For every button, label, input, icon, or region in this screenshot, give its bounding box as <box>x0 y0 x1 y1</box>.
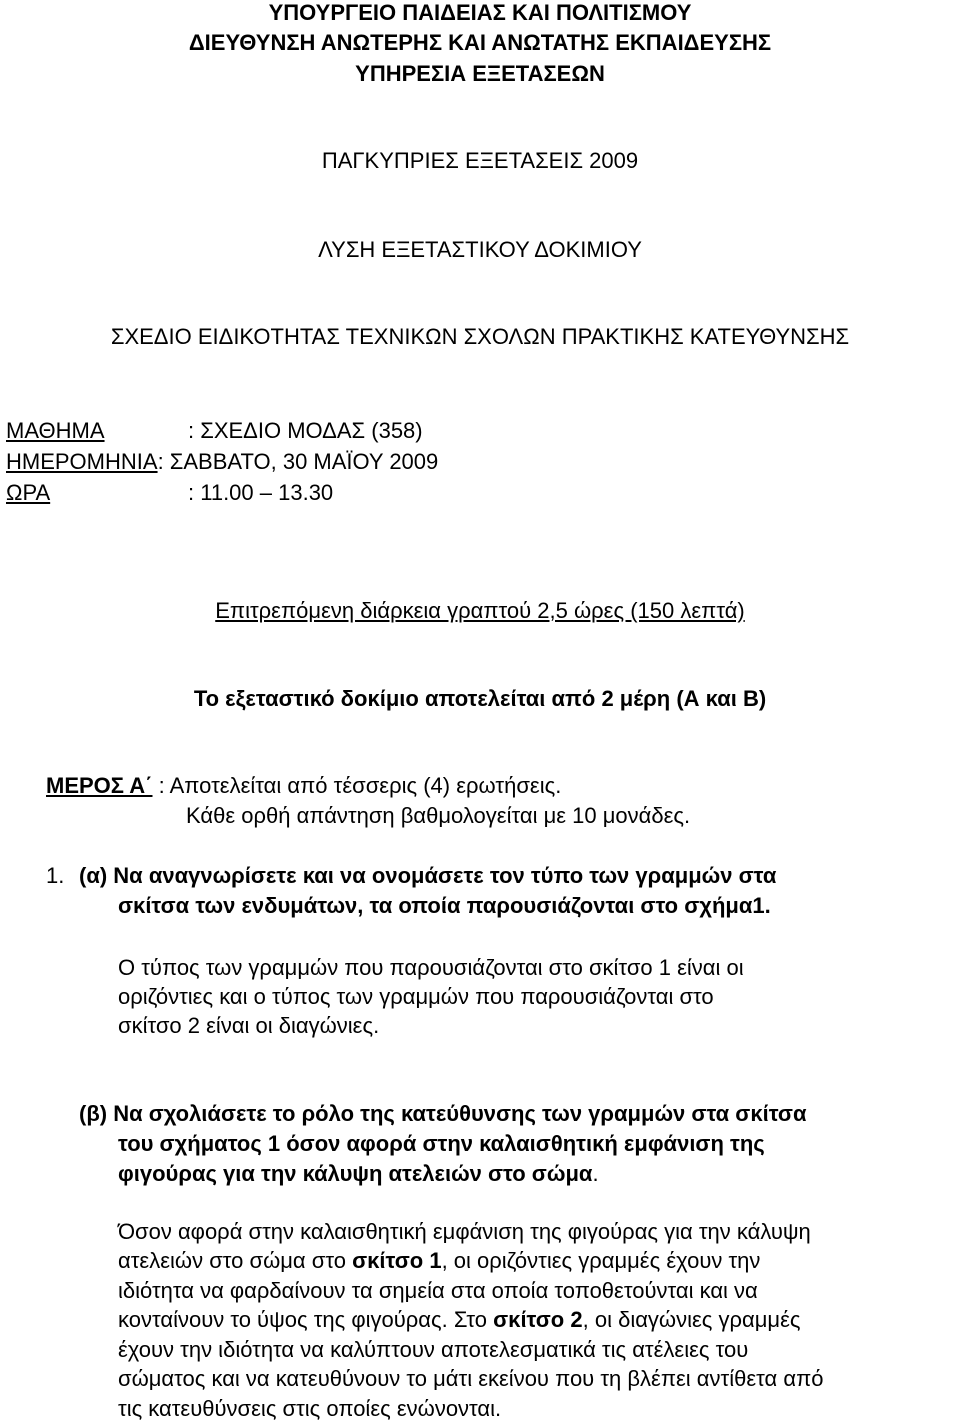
subject-value: : ΣΧΕΔΙΟ ΜΟΔΑΣ (358) <box>188 418 423 443</box>
question-a-line1: (α) Να αναγνωρίσετε και να ονομάσετε τον τύπο των γραμμών στα <box>79 863 777 888</box>
question-number: 1. <box>46 863 65 888</box>
specialty-heading: ΣΧΕΔΙΟ ΕΙΔΙΚΟΤΗΤΑΣ ΤΕΧΝΙΚΩΝ ΣΧΟΛΩΝ ΠΡΑΚΤΙΚΗΣ ΚΑΤΕΥΘΥΝΣΗΣ <box>110 324 850 349</box>
answer-b-line2-pre: ατελειών στο σώμα στο <box>118 1248 353 1273</box>
question-b-line3 <box>118 1161 599 1187</box>
exams-heading: ΠΑΓΚΥΠΡΙΕΣ ΕΞΕΤΑΣΕΙΣ 2009 <box>321 148 639 173</box>
answer-b-line6: σώματος και να κατευθύνουν το μάτι εκείνου που τη βλέπει αντίθετα από <box>118 1366 824 1391</box>
date-label: ΗΜΕΡΟΜΗΝΙΑ <box>6 449 158 474</box>
time-value: : 11.00 – 13.30 <box>188 480 334 505</box>
date-row <box>6 449 438 475</box>
sketch-2-ref: σκίτσο 2 <box>493 1307 583 1332</box>
section-a-desc: : Αποτελείται από τέσσερις (4) ερωτήσεις. <box>158 773 562 798</box>
answer-a-line2: οριζόντιες και ο τύπος των γραμμών που παρουσιάζονται στο <box>118 984 714 1009</box>
ministry-heading: ΥΠΟΥΡΓΕΙΟ ΠΑΙΔΕΙΑΣ ΚΑΙ ΠΟΛΙΤΙΣΜΟΥ <box>268 0 692 25</box>
answer-b-line4-post: , οι διαγώνιες γραμμές <box>582 1307 801 1332</box>
section-a-row <box>46 773 561 799</box>
question-b-line2: του σχήματος 1 όσον αφορά στην καλαισθητική εμφάνιση της <box>118 1131 765 1156</box>
subject-row <box>6 418 423 444</box>
answer-b-line4 <box>118 1307 801 1333</box>
duration-note: Επιτρεπόμενη διάρκεια γραπτού 2,5 ώρες (150 λεπτά) <box>215 598 745 623</box>
question-b-line1: (β) Να σχολιάσετε το ρόλο της κατεύθυνσης των γραμμών στα σκίτσα <box>79 1101 807 1126</box>
answer-a-line3: σκίτσο 2 είναι οι διαγώνιες. <box>118 1013 380 1038</box>
answer-b-line7: τις κατευθύνσεις στις οποίες ενώνονται. <box>118 1396 502 1421</box>
question-a-line2: σκίτσα των ενδυμάτων, τα οποία παρουσιάζονται στο σχήμα1. <box>118 893 771 918</box>
question-b-line3-period: . <box>592 1161 599 1186</box>
answer-b-line2 <box>118 1248 760 1274</box>
section-a-label: ΜΕΡΟΣ Α΄ <box>46 773 153 798</box>
answer-b-line5: έχουν την ιδιότητα να καλύπτουν αποτελεσματικά τις ατέλειες του <box>118 1337 749 1362</box>
answer-b-line2-post: , οι οριζόντιες γραμμές έχουν την <box>441 1248 761 1273</box>
time-label: ΩΡΑ <box>6 480 51 505</box>
directorate-heading: ΔΙΕΥΘΥΝΣΗ ΑΝΩΤΕΡΗΣ ΚΑΙ ΑΝΩΤΑΤΗΣ ΕΚΠΑΙΔΕΥΣΗΣ <box>188 30 772 55</box>
date-value: : ΣΑΒΒΑΤΟ, 30 ΜΑΪΟΥ 2009 <box>157 449 439 474</box>
sketch-1-ref: σκίτσο 1 <box>352 1248 442 1273</box>
answer-b-line4-pre: κονταίνουν το ύψος της φιγούρας. Στο <box>118 1307 494 1332</box>
parts-note: Το εξεταστικό δοκίμιο αποτελείται από 2 μέρη (Α και Β) <box>193 686 767 711</box>
time-row <box>6 480 333 506</box>
answer-b-line1: Όσον αφορά στην καλαισθητική εμφάνιση της φιγούρας για την κάλυψη <box>118 1219 811 1244</box>
question-b-line3-text: φιγούρας για την κάλυψη ατελειών στο σώμα <box>118 1161 593 1186</box>
document-title: ΛΥΣΗ ΕΞΕΤΑΣΤΙΚΟΥ ΔΟΚΙΜΙΟΥ <box>318 237 642 262</box>
answer-a-line1: Ο τύπος των γραμμών που παρουσιάζονται στο σκίτσο 1 είναι οι <box>118 955 744 980</box>
subject-label: ΜΑΘΗΜΑ <box>6 418 105 443</box>
answer-b-line3: ιδιότητα να φαρδαίνουν τα σημεία στα οποία τοποθετούνται και να <box>118 1278 758 1303</box>
service-heading: ΥΠΗΡΕΣΙΑ ΕΞΕΤΑΣΕΩΝ <box>355 61 605 86</box>
section-a-marks: Κάθε ορθή απάντηση βαθμολογείται με 10 μονάδες. <box>186 803 691 828</box>
